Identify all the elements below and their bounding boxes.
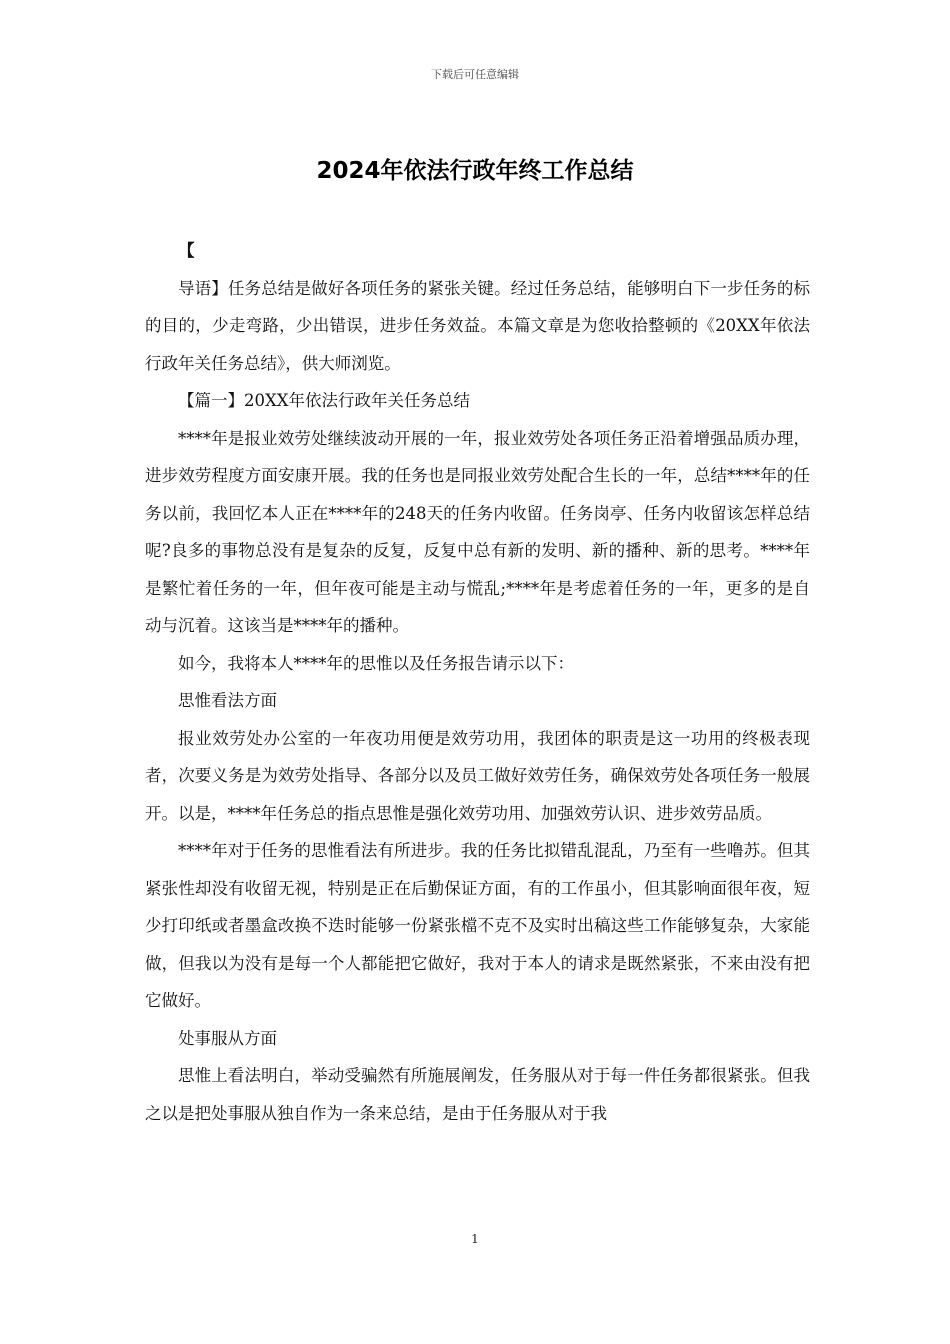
paragraph: ****年对于任务的思惟看法有所进步。我的任务比拟错乱混乱，乃至有一些噜苏。但其紧张性却没有收留无视，特别是正在后勤保证方面，有的工作虽小，但其影响面很年夜，短少打印纸或者墨盒改换不迭时能够一份紧张檔不克不及实时出稿这些工作能够复杂，大家能做，但我以为没有是每一个人都能把它做好，我对于本人的请求是既然紧张，不来由没有把它做好。 <box>145 841 810 1010</box>
section-heading: 【篇一】20XX年依法行政年关任务总结 <box>178 391 470 410</box>
paragraph-intro: 导语】任务总结是做好各项任务的紧张关键。经过任务总结，能够明白下一步任务的标的目的，少走弯路，少出错误，进步任务效益。本篇文章是为您收拾整顿的《20XX年依法行政年关任务总结》，供大师浏览。 <box>145 278 810 373</box>
subsection-heading: 处事服从方面 <box>178 1028 277 1048</box>
paragraph: 思惟上看法明白，举动受骗然有所施展阐发，任务服从对于每一件任务都很紧张。但我之以是把处事服从独自作为一条来总结，是由于任务服从对于我 <box>145 1066 810 1123</box>
page-number: 1 <box>471 1232 479 1246</box>
paragraph: ****年是报业效劳处继续波动开展的一年，报业效劳处各项任务正沿着增强品质办理，进步效劳程度方面安康开展。我的任务也是同报业效劳处配合生长的一年，总结****年的任务以前，我回忆本人正在****年的248天的任务内收留。任务岗亭、任务内收留该怎样总结呢?良多的事物总没有是复杂的反复，反复中总有新的发明、新的播种、新的思考。****年是繁忙着任务的一年，但年夜可能是主动与慌乱;****年是考虑着任务的一年，更多的是自动与沉着。这该当是****年的播种。 <box>145 428 810 635</box>
paragraph: 报业效劳处办公室的一年夜功用便是效劳功用，我团体的职责是这一功用的终极表现者，次要义务是为效劳处指导、各部分以及员工做好效劳任务，确保效劳处各项任务一般展开。以是，****年任务总的指点思惟是强化效劳功用、加强效劳认识、进步效劳品质。 <box>145 728 810 823</box>
page-title: 2024年依法行政年终工作总结 <box>316 158 634 184</box>
subsection-heading: 思惟看法方面 <box>178 691 277 710</box>
paragraph: 如今，我将本人****年的思惟以及任务报告请示以下： <box>178 653 574 673</box>
document-body <box>145 232 810 1132</box>
header-note: 下载后可任意编辑 <box>431 68 519 81</box>
paragraph-bracket: 【 <box>178 241 195 260</box>
